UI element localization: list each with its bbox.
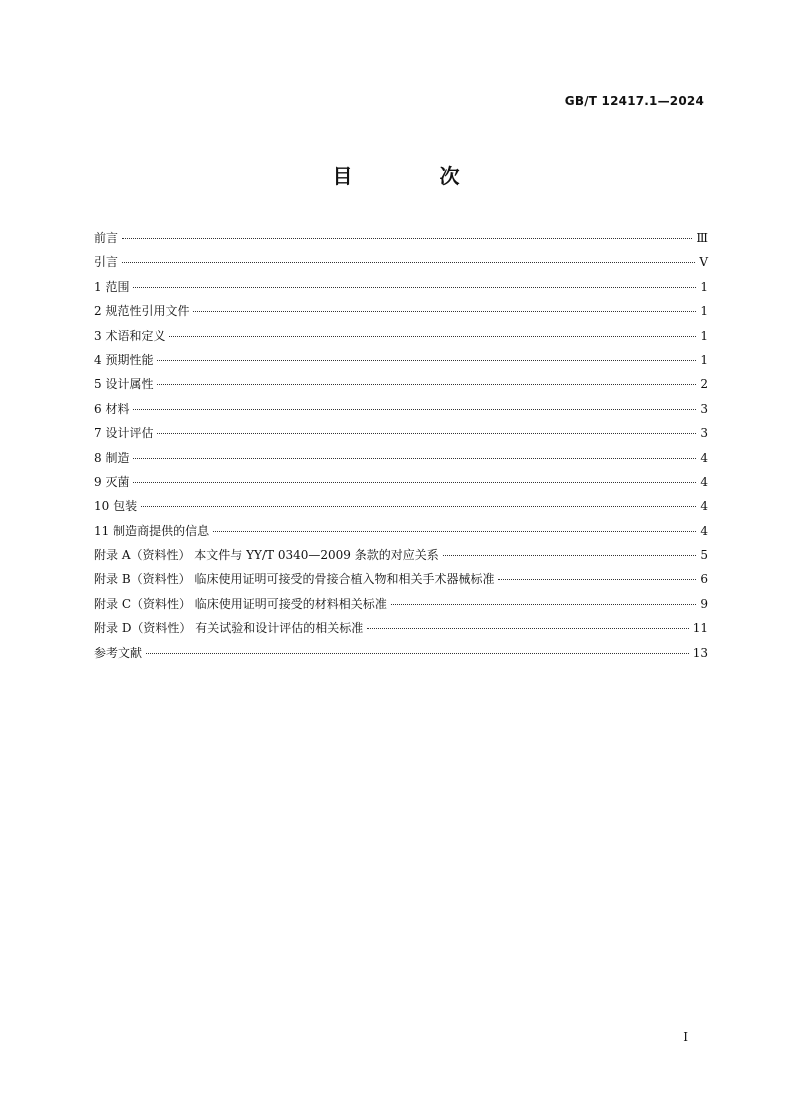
- toc-entry-page: Ⅴ: [699, 255, 708, 270]
- toc-entry[interactable]: [94, 324, 708, 348]
- toc-entry-page: 4: [700, 523, 708, 538]
- toc-entry-label: 3 术语和定义: [94, 328, 166, 343]
- toc-entry-page: 6: [700, 572, 708, 587]
- table-of-contents: [94, 226, 708, 665]
- toc-entry-page: 3: [700, 401, 708, 416]
- toc-entry[interactable]: [94, 567, 708, 591]
- standard-number: GB/T 12417.1—2024: [564, 94, 704, 108]
- toc-entry[interactable]: [94, 421, 708, 445]
- toc-entry-page: 1: [700, 352, 708, 367]
- toc-leader-dots: [122, 262, 695, 263]
- page-title: 目 次: [332, 164, 500, 188]
- toc-entry[interactable]: [94, 616, 708, 640]
- toc-entry[interactable]: [94, 446, 708, 470]
- toc-entry-label: 7 设计评估: [94, 426, 154, 441]
- toc-entry[interactable]: [94, 250, 708, 274]
- toc-entry-page: 9: [700, 596, 708, 611]
- toc-entry-label: 5 设计属性: [94, 377, 154, 392]
- toc-entry-label: 10 包装: [94, 499, 138, 514]
- toc-leader-dots: [193, 311, 696, 312]
- toc-entry-label: 11 制造商提供的信息: [94, 523, 210, 538]
- toc-entry[interactable]: [94, 275, 708, 299]
- toc-entry-label: 前言: [94, 231, 119, 245]
- toc-entry[interactable]: [94, 641, 708, 665]
- toc-leader-dots: [133, 482, 696, 483]
- toc-entry[interactable]: [94, 299, 708, 323]
- toc-entry[interactable]: [94, 494, 708, 518]
- toc-entry[interactable]: [94, 470, 708, 494]
- toc-leader-dots: [443, 555, 696, 556]
- toc-leader-dots: [169, 336, 696, 337]
- toc-entry[interactable]: [94, 226, 708, 250]
- toc-entry[interactable]: [94, 519, 708, 543]
- toc-entry-page: 1: [700, 304, 708, 319]
- toc-leader-dots: [391, 604, 696, 605]
- toc-leader-dots: [157, 433, 696, 434]
- toc-leader-dots: [157, 360, 696, 361]
- toc-entry-label: 2 规范性引用文件: [94, 304, 190, 319]
- toc-entry-label: 9 灭菌: [94, 474, 130, 489]
- toc-leader-dots: [146, 653, 689, 654]
- toc-leader-dots: [213, 531, 696, 532]
- toc-leader-dots: [157, 384, 696, 385]
- toc-leader-dots: [133, 458, 696, 459]
- toc-leader-dots: [133, 409, 696, 410]
- toc-entry-label: 附录 D（资料性） 有关试验和设计评估的相关标准: [94, 621, 364, 636]
- toc-leader-dots: [122, 238, 692, 239]
- toc-entry-page: 4: [700, 474, 708, 489]
- toc-entry-label: 引言: [94, 255, 119, 270]
- toc-entry-page: 11: [692, 621, 708, 636]
- toc-entry-label: 附录 B（资料性） 临床使用证明可接受的骨接合植入物和相关手术器械标准: [94, 572, 495, 587]
- toc-entry-page: Ⅲ: [696, 231, 708, 245]
- toc-entry-label: 6 材料: [94, 401, 130, 416]
- toc-leader-dots: [141, 506, 696, 507]
- toc-leader-dots: [133, 287, 696, 288]
- toc-entry-label: 附录 A（资料性） 本文件与 YY/T 0340—2009 条款的对应关系: [94, 548, 439, 563]
- toc-entry-page: 1: [700, 279, 708, 294]
- toc-entry[interactable]: [94, 372, 708, 396]
- toc-entry-page: 4: [700, 450, 708, 465]
- toc-entry-label: 1 范围: [94, 279, 130, 294]
- toc-entry-page: 2: [700, 377, 708, 392]
- toc-entry-label: 4 预期性能: [94, 352, 154, 367]
- toc-entry-label: 8 制造: [94, 450, 130, 465]
- toc-leader-dots: [498, 579, 696, 580]
- toc-entry-label: 附录 C（资料性） 临床使用证明可接受的材料相关标准: [94, 596, 387, 611]
- toc-entry-page: 4: [700, 499, 708, 514]
- toc-entry[interactable]: [94, 397, 708, 421]
- toc-leader-dots: [367, 628, 688, 629]
- page-number: I: [683, 1030, 688, 1044]
- toc-entry-page: 5: [700, 548, 708, 563]
- toc-entry-label: 参考文献: [94, 645, 143, 660]
- toc-entry-page: 1: [700, 328, 708, 343]
- toc-entry[interactable]: [94, 543, 708, 567]
- toc-entry-page: 3: [700, 426, 708, 441]
- toc-entry-page: 13: [692, 645, 708, 660]
- toc-entry[interactable]: [94, 592, 708, 616]
- toc-entry[interactable]: [94, 348, 708, 372]
